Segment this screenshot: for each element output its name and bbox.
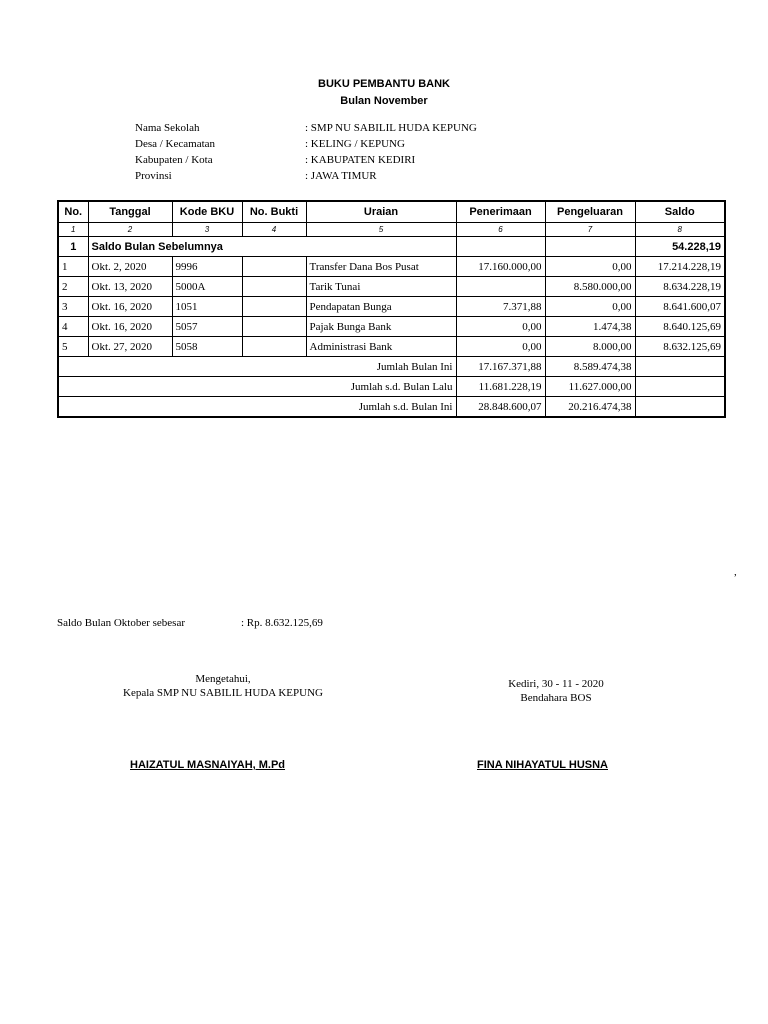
header-penerimaan: Penerimaan [456, 201, 545, 223]
cell-penerimaan: 7.371,88 [456, 297, 545, 317]
total-pengeluaran: 20.216.474,38 [545, 397, 635, 418]
cell-penerimaan: 17.160.000,00 [456, 257, 545, 277]
cell-uraian: Transfer Dana Bos Pusat [306, 257, 456, 277]
table-row [58, 297, 725, 317]
cell-kode: 5058 [172, 337, 242, 357]
treasurer-title: Bendahara BOS [520, 692, 592, 704]
opening-saldo: 54.228,19 [635, 237, 725, 257]
total-penerimaan: 11.681.228,19 [456, 377, 545, 397]
total-penerimaan: 28.848.600,07 [456, 397, 545, 418]
cell-pengeluaran: 8.000,00 [545, 337, 635, 357]
info-value: : JAWA TIMUR [305, 170, 377, 182]
cell-tanggal: Okt. 2, 2020 [88, 257, 172, 277]
info-label: Kabupaten / Kota [135, 154, 213, 166]
column-number: 3 [172, 223, 242, 237]
header-tanggal: Tanggal [88, 201, 172, 223]
info-label: Nama Sekolah [135, 122, 200, 134]
cell-uraian: Pajak Bunga Bank [306, 317, 456, 337]
cell-no: 5 [58, 337, 88, 357]
opening-pengeluaran [545, 237, 635, 257]
info-value: : KABUPATEN KEDIRI [305, 154, 416, 166]
total-row [58, 397, 725, 418]
cell-uraian: Administrasi Bank [306, 337, 456, 357]
cell-saldo: 8.641.600,07 [635, 297, 725, 317]
cell-bukti [242, 257, 306, 277]
cell-penerimaan [456, 277, 545, 297]
total-saldo [635, 357, 725, 377]
principal-signature-name: HAIZATUL MASNAIYAH, M.Pd [130, 759, 286, 771]
place-date: Kediri, 30 - 11 - 2020 [508, 678, 604, 690]
total-pengeluaran: 8.589.474,38 [545, 357, 635, 377]
cell-no: 1 [58, 257, 88, 277]
acknowledged-label: Mengetahui, [195, 673, 251, 685]
column-number: 7 [545, 223, 635, 237]
total-row [58, 377, 725, 397]
cell-pengeluaran: 8.580.000,00 [545, 277, 635, 297]
cell-kode: 5057 [172, 317, 242, 337]
cell-bukti [242, 277, 306, 297]
total-label: Jumlah s.d. Bulan Lalu [58, 377, 456, 397]
cell-kode: 9996 [172, 257, 242, 277]
opening-balance-row [58, 237, 725, 257]
total-penerimaan: 17.167.371,88 [456, 357, 545, 377]
principal-title: Kepala SMP NU SABILIL HUDA KEPUNG [123, 687, 323, 699]
document-title: BUKU PEMBANTU BANK [318, 78, 450, 90]
cell-pengeluaran: 1.474,38 [545, 317, 635, 337]
closing-balance-value: : Rp. 8.632.125,69 [241, 617, 323, 629]
cell-saldo: 8.634.228,19 [635, 277, 725, 297]
table-row [58, 337, 725, 357]
info-label: Provinsi [135, 170, 172, 182]
opening-label: Saldo Bulan Sebelumnya [88, 237, 456, 257]
column-number: 2 [88, 223, 172, 237]
header-kode-bku: Kode BKU [172, 201, 242, 223]
column-number: 1 [58, 223, 88, 237]
cell-saldo: 8.632.125,69 [635, 337, 725, 357]
table-header-row [58, 201, 725, 223]
column-number: 4 [242, 223, 306, 237]
cell-tanggal: Okt. 16, 2020 [88, 317, 172, 337]
cell-kode: 5000A [172, 277, 242, 297]
column-number-row [58, 223, 725, 237]
header-pengeluaran: Pengeluaran [545, 201, 635, 223]
info-value: : SMP NU SABILIL HUDA KEPUNG [305, 122, 477, 134]
cell-tanggal: Okt. 16, 2020 [88, 297, 172, 317]
closing-balance-label: Saldo Bulan Oktober sebesar [57, 617, 185, 629]
total-label: Jumlah s.d. Bulan Ini [58, 397, 456, 418]
total-label: Jumlah Bulan Ini [58, 357, 456, 377]
cell-bukti [242, 317, 306, 337]
table-row [58, 257, 725, 277]
cell-penerimaan: 0,00 [456, 337, 545, 357]
cell-uraian: Pendapatan Bunga [306, 297, 456, 317]
cell-saldo: 17.214.228,19 [635, 257, 725, 277]
header-no-bukti: No. Bukti [242, 201, 306, 223]
cell-tanggal: Okt. 13, 2020 [88, 277, 172, 297]
cell-pengeluaran: 0,00 [545, 297, 635, 317]
cell-bukti [242, 297, 306, 317]
info-label: Desa / Kecamatan [135, 138, 216, 150]
cell-tanggal: Okt. 27, 2020 [88, 337, 172, 357]
cell-penerimaan: 0,00 [456, 317, 545, 337]
opening-penerimaan [456, 237, 545, 257]
header-saldo: Saldo [635, 201, 725, 223]
cell-pengeluaran: 0,00 [545, 257, 635, 277]
column-number: 8 [635, 223, 725, 237]
cell-kode: 1051 [172, 297, 242, 317]
document-subtitle: Bulan November [340, 95, 428, 107]
cell-saldo: 8.640.125,69 [635, 317, 725, 337]
bank-ledger-table [57, 200, 726, 418]
cell-no: 3 [58, 297, 88, 317]
total-saldo [635, 377, 725, 397]
opening-no: 1 [58, 237, 88, 257]
treasurer-signature-name: FINA NIHAYATUL HUSNA [477, 759, 608, 771]
cell-no: 4 [58, 317, 88, 337]
cell-bukti [242, 337, 306, 357]
table-row [58, 317, 725, 337]
total-pengeluaran: 11.627.000,00 [545, 377, 635, 397]
total-saldo [635, 397, 725, 418]
column-number: 5 [306, 223, 456, 237]
header-uraian: Uraian [306, 201, 456, 223]
column-number: 6 [456, 223, 545, 237]
table-row [58, 277, 725, 297]
cell-uraian: Tarik Tunai [306, 277, 456, 297]
total-row [58, 357, 725, 377]
info-value: : KELING / KEPUNG [305, 138, 405, 150]
stray-mark: , [734, 566, 737, 578]
cell-no: 2 [58, 277, 88, 297]
header-no: No. [58, 201, 88, 223]
